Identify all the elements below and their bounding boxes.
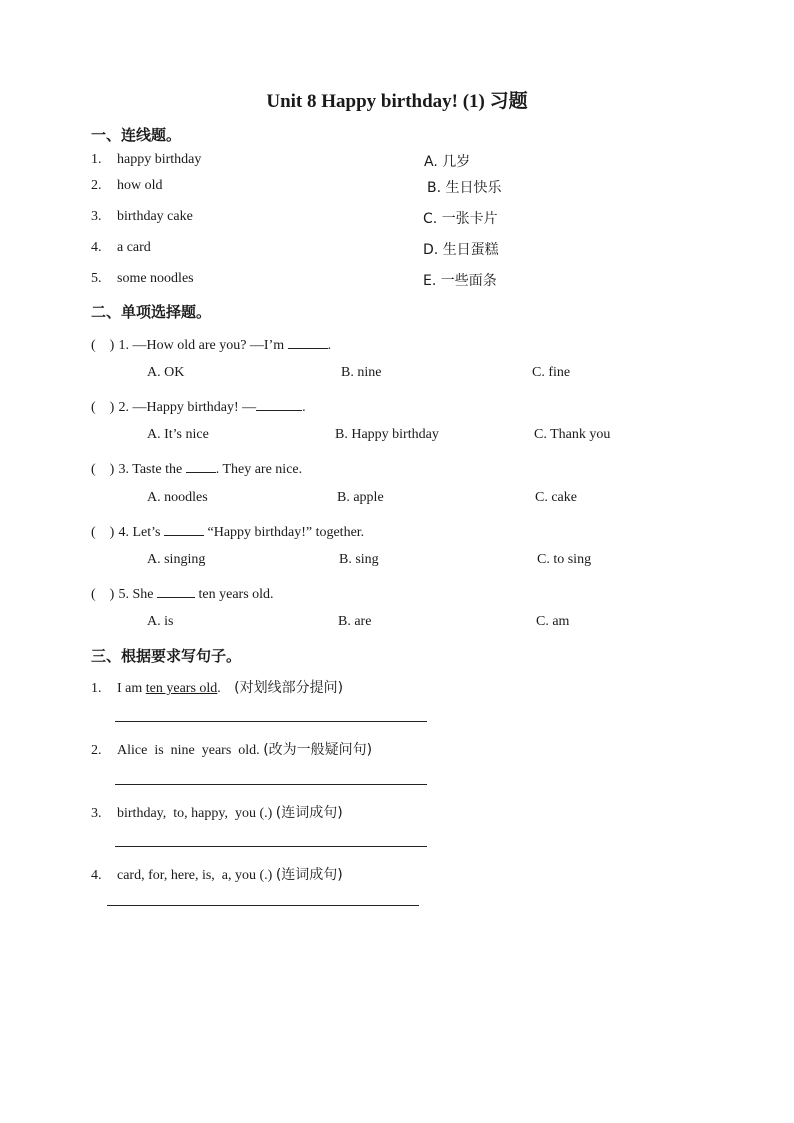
option-a: A. noodles (147, 490, 208, 505)
item-text: a card (117, 240, 151, 255)
item-number: 3. (91, 209, 102, 224)
item-text: card, for, here, is, a, you (.) (117, 868, 276, 883)
question-text: 4. Let’s (118, 525, 161, 540)
answer-blank[interactable] (157, 583, 195, 598)
item-text: how old (117, 178, 163, 193)
item-hint: (对划线部分提问) (220, 680, 344, 696)
question-text: 3. Taste the (118, 462, 183, 477)
item-number: 4. (91, 240, 102, 255)
item-hint: (连词成句) (275, 867, 343, 883)
item-text: 一些面条 (440, 273, 497, 289)
item-number: 1. (91, 681, 102, 696)
paren-open: ( (91, 338, 96, 353)
paren-open: ( (91, 587, 96, 602)
answer-line-3[interactable] (115, 846, 427, 847)
question-2 (91, 396, 306, 416)
answer-blank[interactable] (256, 396, 302, 411)
option-a: A. OK (147, 365, 185, 380)
matching-left-item-3 (91, 209, 193, 225)
paren-open: ( (91, 462, 96, 477)
item-text: 生日蛋糕 (442, 242, 499, 258)
answer-blank[interactable] (186, 458, 216, 473)
writing-item-3 (91, 802, 343, 822)
item-text: Alice is nine years old. (117, 743, 264, 758)
item-letter: E. (423, 273, 437, 289)
question-text-after: “Happy birthday!” together. (207, 525, 365, 540)
option-c: C. am (536, 614, 570, 629)
item-number: 3. (91, 806, 102, 821)
matching-right-item-c (423, 208, 498, 228)
paren-open: ( (91, 400, 96, 415)
question-1 (91, 334, 331, 354)
underlined-text: ten years old (145, 681, 218, 696)
section-heading-matching: 一、连线题。 (91, 126, 182, 144)
item-number: 5. (91, 271, 102, 286)
writing-item-2 (91, 739, 372, 759)
item-text: birthday, to, happy, you (.) (117, 806, 276, 821)
item-text: birthday cake (117, 209, 193, 224)
question-text: 5. She (118, 587, 154, 602)
question-text-after: . (327, 338, 332, 353)
option-c: C. Thank you (534, 427, 611, 442)
item-number: 4. (91, 868, 102, 883)
option-a: A. singing (147, 552, 206, 567)
matching-left-item-5 (91, 271, 194, 287)
matching-right-item-e (423, 270, 497, 290)
question-text: 1. —How old are you? —I’m (118, 338, 285, 353)
item-number: 2. (91, 743, 102, 758)
section-heading-sentence-writing: 三、根据要求写句子。 (91, 647, 242, 665)
item-number: 2. (91, 178, 102, 193)
option-c: C. cake (535, 490, 577, 505)
answer-paren[interactable] (91, 400, 115, 416)
item-letter: A. (424, 154, 438, 170)
matching-left-item-4 (91, 240, 151, 256)
paren-close: ) (109, 338, 115, 353)
item-letter: D. (423, 242, 439, 258)
answer-paren[interactable] (91, 525, 115, 541)
paren-open: ( (91, 525, 96, 540)
question-text-after: . They are nice. (215, 462, 303, 477)
answer-paren[interactable] (91, 462, 115, 478)
option-a: A. It’s nice (147, 427, 209, 442)
item-number: 1. (91, 152, 102, 167)
matching-left-item-1 (91, 152, 201, 168)
option-c: C. to sing (537, 552, 592, 567)
item-hint: (改为一般疑问句) (263, 742, 373, 758)
matching-right-item-a (424, 151, 470, 171)
answer-blank[interactable] (288, 334, 328, 349)
paren-close: ) (109, 400, 115, 415)
question-4 (91, 521, 364, 541)
question-text-after: . (302, 400, 306, 415)
item-hint: (连词成句) (275, 805, 343, 821)
answer-line-4[interactable] (107, 905, 419, 906)
option-b: B. nine (341, 365, 382, 380)
answer-paren[interactable] (91, 587, 115, 603)
answer-line-1[interactable] (115, 721, 427, 722)
paren-close: ) (109, 525, 115, 540)
item-text: 一张卡片 (441, 211, 498, 227)
item-text: happy birthday (117, 152, 202, 167)
item-text: 生日快乐 (445, 180, 502, 196)
paren-close: ) (109, 462, 115, 477)
answer-paren[interactable] (91, 338, 115, 354)
item-letter: B. (427, 180, 442, 196)
answer-line-2[interactable] (115, 784, 427, 785)
item-text-after: . (217, 681, 221, 696)
question-3 (91, 458, 302, 478)
answer-blank[interactable] (164, 521, 204, 536)
writing-item-1 (91, 677, 343, 697)
option-b: B. apple (337, 490, 384, 505)
item-text: I am (117, 681, 146, 696)
matching-left-item-2 (91, 178, 163, 194)
matching-right-item-d (423, 239, 499, 259)
question-text: 2. —Happy birthday! — (118, 400, 257, 415)
question-5 (91, 583, 274, 603)
option-b: B. are (338, 614, 372, 629)
writing-item-4 (91, 864, 343, 884)
option-b: B. Happy birthday (335, 427, 439, 442)
option-c: C. fine (532, 365, 571, 380)
option-b: B. sing (339, 552, 379, 567)
matching-right-item-b (427, 177, 502, 197)
paren-close: ) (109, 587, 115, 602)
item-text: some noodles (117, 271, 194, 286)
question-text-after: ten years old. (198, 587, 274, 602)
item-letter: C. (423, 211, 438, 227)
page-title: Unit 8 Happy birthday! (1) 习题 (266, 91, 528, 112)
option-a: A. is (147, 614, 174, 629)
section-heading-multiple-choice: 二、单项选择题。 (91, 303, 212, 321)
item-text: 几岁 (442, 154, 471, 170)
